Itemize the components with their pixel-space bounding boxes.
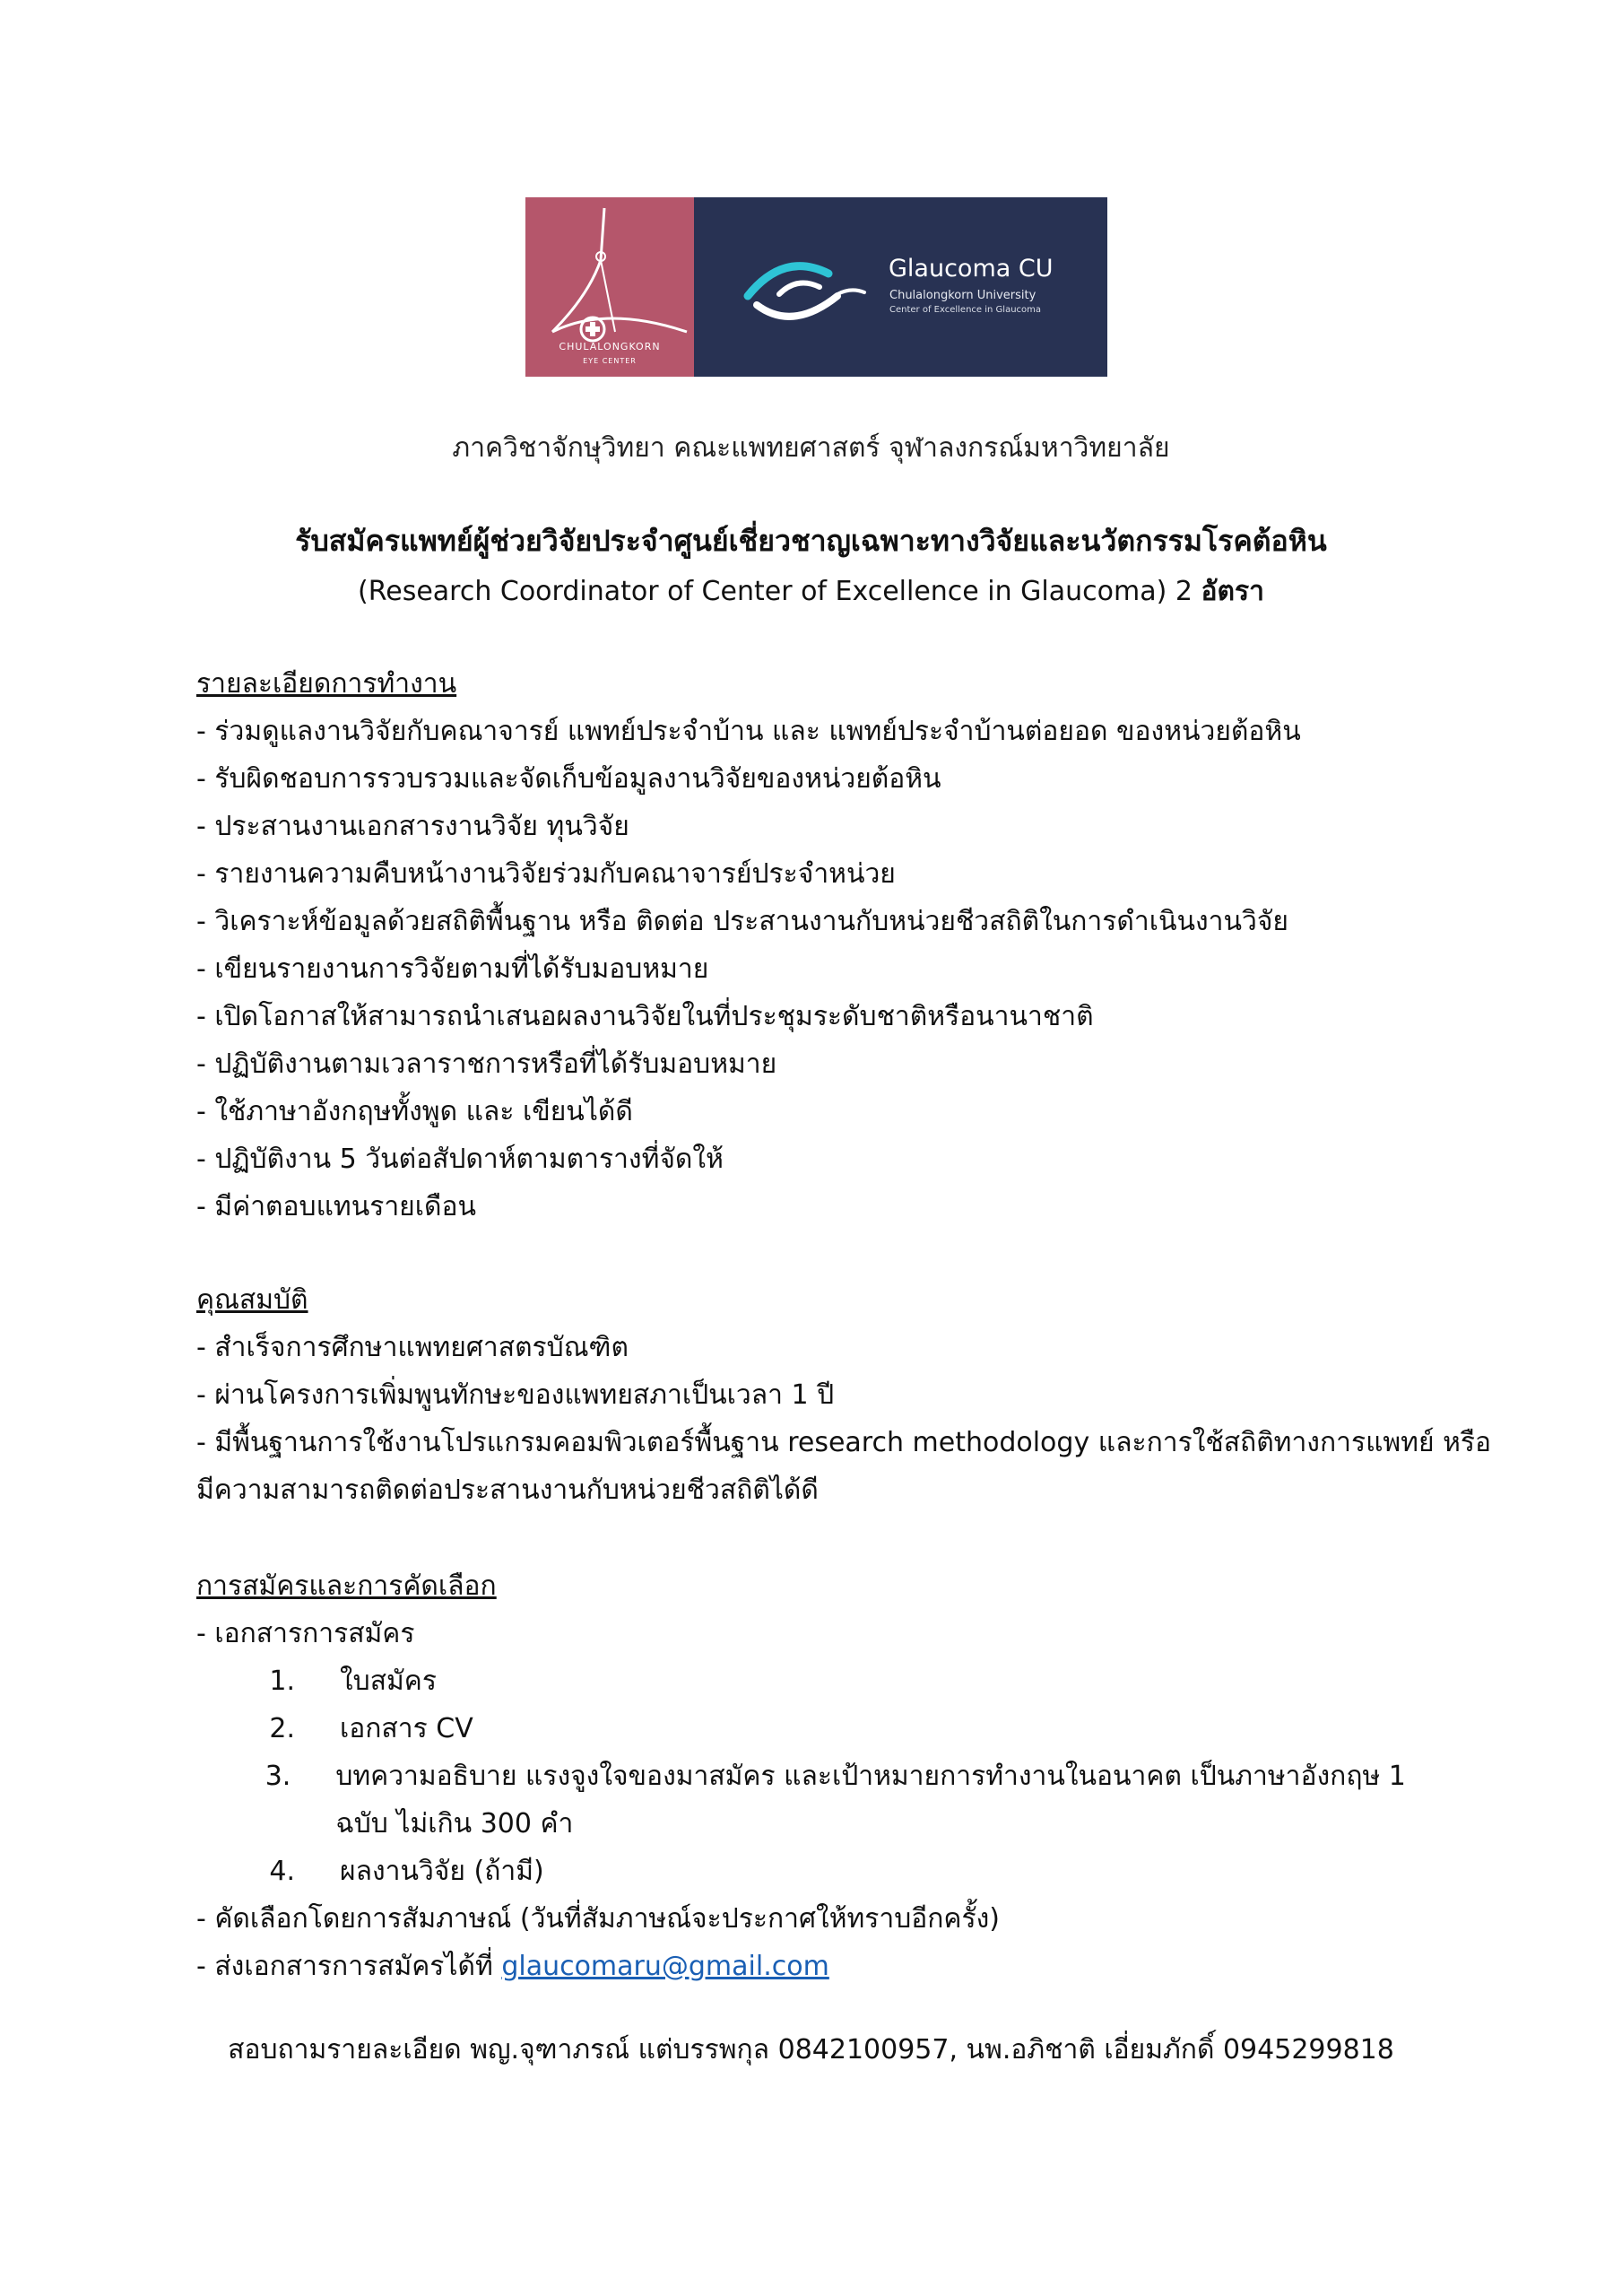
- list-number: 3.: [265, 1761, 291, 1792]
- list-number: 2.: [269, 1713, 295, 1744]
- list-item: [196, 1848, 1452, 1895]
- list-text: เอกสาร CV: [340, 1713, 473, 1744]
- list-item: - รายงานความคืบหน้างานวิจัยร่วมกับคณาจารย์ประจำหน่วย: [196, 858, 896, 890]
- email-link[interactable]: glaucomaru@gmail.com: [501, 1951, 829, 1982]
- duties-section: [196, 660, 1452, 1231]
- send-line: [196, 1943, 1452, 1990]
- list-item: - ปฏิบัติงาน 5 วันต่อสัปดาห์ตามตารางที่จัดให้: [196, 1144, 724, 1175]
- application-section: [196, 1562, 1452, 1990]
- duties-heading: รายละเอียดการทำงาน: [196, 668, 457, 700]
- list-item: [196, 1705, 1452, 1752]
- list-item: - วิเคราะห์ข้อมูลด้วยสถิติพื้นฐาน หรือ ติดต่อ ประสานงานกับหน่วยชีวสถิติในการดำเนินงานวิจัย: [196, 906, 1288, 937]
- list-item: - สำเร็จการศึกษาแพทยศาสตรบัณฑิต: [196, 1332, 629, 1363]
- brand-subtitle-university: Chulalongkorn University: [889, 289, 1037, 302]
- list-item: [196, 1657, 1452, 1705]
- logo-banner: [525, 197, 1107, 377]
- list-text: ผลงานวิจัย (ถ้ามี): [340, 1856, 544, 1887]
- list-number: 4.: [269, 1856, 295, 1887]
- list-text: บทความอธิบาย แรงจูงใจของมาสมัคร และเป้าหมายการทำงานในอนาคต เป็นภาษาอังกฤษ 1 ฉบับ ไม่เกิน 300 คำ: [335, 1761, 1406, 1839]
- list-item: - ประสานงานเอกสารงานวิจัย ทุนวิจัย: [196, 811, 629, 842]
- list-item: - ผ่านโครงการเพิ่มพูนทักษะของแพทยสภาเป็นเวลา 1 ปี: [196, 1379, 835, 1411]
- list-item: - มีพื้นฐานการใช้งานโปรแกรมคอมพิวเตอร์พื้นฐาน research methodology และการใช้สถิติทางการแพทย์ หรือ: [196, 1427, 1491, 1458]
- list-item: - ใช้ภาษาอังกฤษทั้งพูด และ เขียนได้ดี: [196, 1096, 633, 1127]
- list-item: - เขียนรายงานการวิจัยตามที่ได้รับมอบหมาย: [196, 953, 709, 985]
- logo-left-text-2: EYE CENTER: [583, 357, 637, 365]
- list-item: - มีค่าตอบแทนรายเดือน: [196, 1191, 477, 1222]
- title-english-text: (Research Coordinator of Center of Excellence in Glaucoma) 2: [358, 576, 1193, 607]
- list-item: [196, 1752, 1452, 1848]
- selection-line: - คัดเลือกโดยการสัมภาษณ์ (วันที่สัมภาษณ์จะประกาศให้ทราบอีกครั้ง): [196, 1903, 1000, 1935]
- chulalongkorn-eye-center-logo: [525, 197, 694, 377]
- send-label: - ส่งเอกสารการสมัครได้ที่: [196, 1951, 493, 1982]
- contact-line: สอบถามรายละเอียด พญ.จุฑาภรณ์ แต่บรรพกุล 0842100957, นพ.อภิชาติ เอี่ยมภักดิ์ 0945299818: [228, 2034, 1394, 2066]
- qualifications-section: [196, 1276, 1491, 1514]
- department-line: ภาควิชาจักษุวิทยา คณะแพทยศาสตร์ จุฬาลงกรณ์มหาวิทยาลัย: [452, 432, 1170, 464]
- page-title-thai: รับสมัครแพทย์ผู้ช่วยวิจัยประจำศูนย์เชี่ยวชาญเฉพาะทางวิจัยและนวัตกรรมโรคต้อหิน: [295, 524, 1327, 558]
- qualifications-heading: คุณสมบัติ: [196, 1284, 308, 1316]
- list-number: 1.: [269, 1665, 295, 1697]
- title-position-count: อัตรา: [1201, 576, 1264, 607]
- list-text: ใบสมัคร: [340, 1665, 437, 1697]
- list-item: - ร่วมดูแลงานวิจัยกับคณาจารย์ แพทย์ประจำบ้าน และ แพทย์ประจำบ้านต่อยอด ของหน่วยต้อหิน: [196, 716, 1301, 747]
- list-item: - เปิดโอกาสให้สามารถนำเสนอผลงานวิจัยในที่ประชุมระดับชาติหรือนานาชาติ: [196, 1001, 1094, 1032]
- brand-subtitle-center: Center of Excellence in Glaucoma: [889, 305, 1042, 315]
- glaucoma-cu-logo: [694, 197, 1107, 377]
- list-item: - รับผิดชอบการรวบรวมและจัดเก็บข้อมูลงานวิจัยของหน่วยต้อหิน: [196, 763, 941, 795]
- documents-label: - เอกสารการสมัคร: [196, 1618, 415, 1649]
- list-item: - ปฏิบัติงานตามเวลาราชการหรือที่ได้รับมอบหมาย: [196, 1048, 777, 1080]
- application-heading: การสมัครและการคัดเลือก: [196, 1570, 497, 1602]
- list-item: มีความสามารถติดต่อประสานงานกับหน่วยชีวสถิติได้ดี: [196, 1474, 819, 1506]
- page-title-english: [0, 570, 1622, 613]
- logo-left-text-1: CHULALONGKORN: [559, 341, 661, 352]
- brand-title: Glaucoma CU: [889, 255, 1054, 283]
